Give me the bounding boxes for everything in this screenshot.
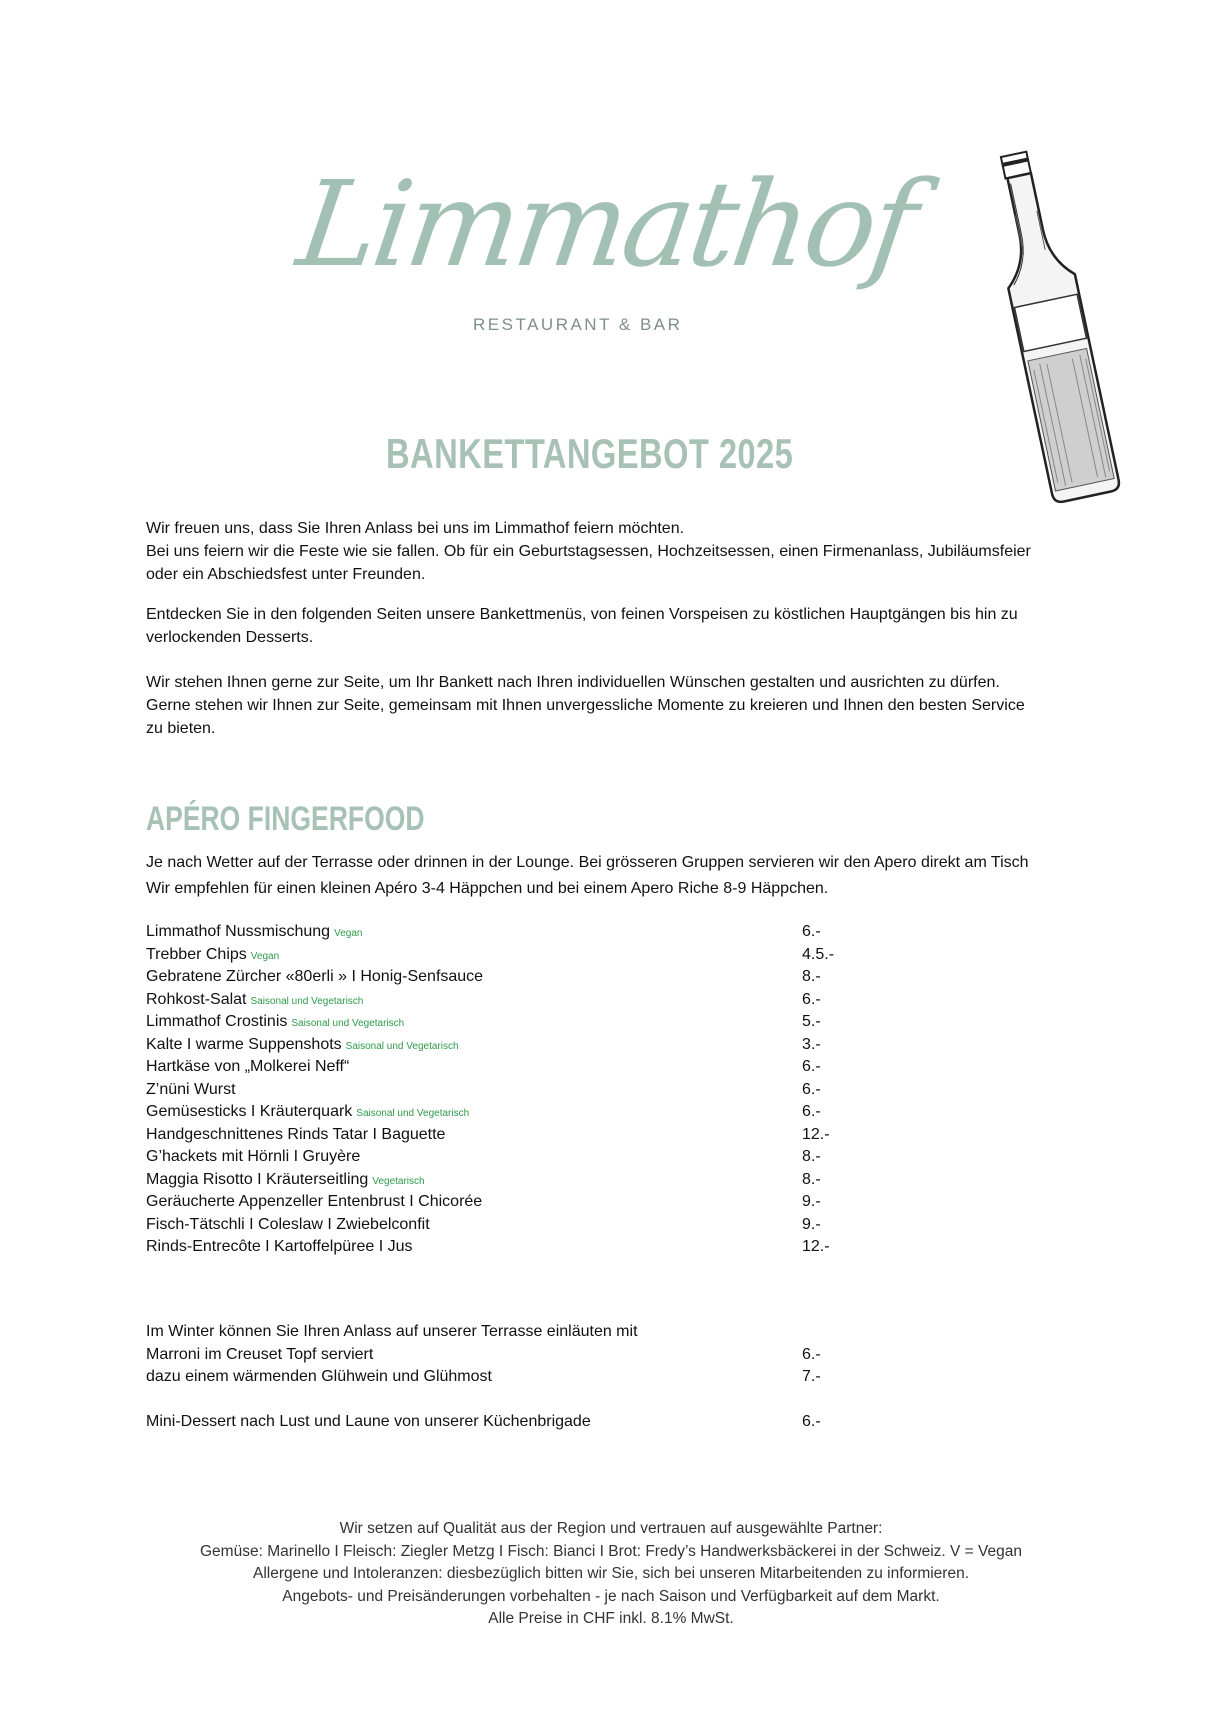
footer-line: Wir setzen auf Qualität aus der Region und vertrauen auf ausgewählte Partner: [339,1520,883,1537]
menu-list [146,921,846,1259]
menu-item-name [146,944,279,969]
menu-item-name [146,1191,482,1214]
menu-item-label: G’hackets mit Hörnli I Gruyère [146,1148,361,1165]
menu-item-name: dazu einem wärmenden Glühwein und Glühmost [146,1368,492,1385]
menu-item-label: Hartkäse von „Molkerei Neff“ [146,1058,350,1075]
menu-item-name [146,1236,413,1259]
menu-item-price: 8.- [802,1148,821,1165]
menu-item [146,921,846,944]
intro-line: verlockenden Desserts. [146,629,314,646]
menu-item-label: Limmathof Crostinis [146,1013,288,1030]
menu-item-price: 4.5.- [802,945,835,963]
menu-item-price: 8.- [802,1170,821,1188]
menu-item [146,989,846,1012]
menu-item-label: Rinds-Entrecôte I Kartoffelpüree I Jus [146,1238,413,1255]
menu-item-name [146,1214,430,1237]
menu-item [146,1191,846,1214]
menu-item-price: 5.- [802,1013,821,1030]
intro-paragraph-3 [146,671,1086,740]
menu-item [146,1124,846,1147]
section-desc-line: Wir empfehlen für einen kleinen Apéro 3-4 Häppchen und bei einem Apero Riche 8-9 Häppchen. [146,880,829,897]
menu-item-name [146,1011,404,1036]
menu-item-name: Marroni im Creuset Topf serviert [146,1345,374,1363]
intro-line: Gerne stehen wir Ihnen zur Seite, gemeinsam mit Ihnen unvergessliche Momente zu kreieren und Ihnen den besten Service [146,697,1025,714]
menu-item-label: Gebratene Zürcher «80erli » I Honig-Senfsauce [146,968,484,985]
menu-item-name [146,1169,425,1194]
menu-item-label: Gemüsesticks I Kräuterquark [146,1103,353,1120]
menu-item [146,1011,846,1034]
menu-item-price: 6.- [802,1103,821,1120]
intro-line: Bei uns feiern wir die Feste wie sie fallen. Ob für ein Geburtstagsessen, Hochzeitsessen, einen Firmenanlass, Jubiläumsfeier [146,543,1031,560]
menu-item-price: 3.- [802,1035,821,1053]
section-description [146,850,1086,902]
menu-item [146,1146,846,1169]
menu-item [146,1169,846,1192]
diet-tag: Saisonal und Vegetarisch [356,1108,470,1119]
menu-item-label: Handgeschnittenes Rinds Tatar I Baguette [146,1125,446,1143]
menu-item-name [146,966,483,989]
footer-notes [0,1518,1222,1631]
menu-item [146,1214,846,1237]
section-title: APÉRO FINGERFOOD [146,800,425,838]
wine-bottle-icon [978,150,1128,510]
intro-line: oder ein Abschiedsfest unter Freunden. [146,566,426,583]
menu-item-name: Mini-Dessert nach Lust und Laune von unserer Küchenbrigade [146,1413,591,1430]
menu-item [146,1056,846,1079]
logo-subtitle: RESTAURANT & BAR [473,315,683,334]
menu-item-name [146,1124,445,1147]
intro-line: Entdecken Sie in den folgenden Seiten unsere Bankettmenüs, von feinen Vorspeisen zu köstlichen Hauptgängen bis hin zu [146,606,1018,623]
footer-line: Allergene und Intoleranzen: diesbezüglich bitten wir Sie, sich bei unseren Mitarbeitenden zu informieren. [253,1565,969,1582]
diet-tag: Vegan [250,950,280,962]
menu-item [146,1411,846,1434]
menu-item-name [146,989,363,1014]
menu-item-price: 7.- [802,1368,821,1385]
menu-item-name [146,1101,469,1126]
menu-item-label: Z’nüni Wurst [146,1080,236,1098]
menu-item-name [146,921,362,946]
menu-item-label: Fisch-Tätschli I Coleslaw I Zwiebelconfit [146,1215,430,1233]
page-title: BANKETTANGEBOT 2025 [386,430,794,477]
menu-item [146,1344,846,1367]
menu-item-label: Limmathof Nussmischung [146,923,331,940]
diet-tag: Vegan [334,928,363,939]
footer-line: Alle Preise in CHF inkl. 8.1% MwSt. [488,1610,734,1627]
menu-item-label: Kalte I warme Suppenshots [146,1035,342,1053]
winter-intro: Im Winter können Sie Ihren Anlass auf unserer Terrasse einläuten mit [146,1323,638,1340]
menu-item [146,1079,846,1102]
menu-item-name [146,1034,459,1059]
menu-item-price: 6.- [802,1058,821,1075]
intro-paragraph-2 [146,603,1086,649]
menu-item [146,966,846,989]
menu-item-price: 6.- [802,990,821,1008]
intro-line: Wir freuen uns, dass Sie Ihren Anlass bei uns im Limmathof feiern möchten. [146,520,685,537]
menu-item-price: 6.- [802,923,821,940]
menu-item-label: Geräucherte Appenzeller Entenbrust I Chicorée [146,1193,483,1210]
menu-item-name [146,1079,236,1102]
menu-item [146,1034,846,1057]
winter-intro-row [146,1321,846,1344]
menu-item [146,944,846,967]
diet-tag: Saisonal und Vegetarisch [250,995,364,1007]
menu-item-price: 12.- [802,1125,830,1143]
diet-tag: Saisonal und Vegetarisch [345,1040,459,1052]
footer-line: Gemüse: Marinello I Fleisch: Ziegler Metzg I Fisch: Bianci I Brot: Fredy’s Handwerksbäckerei in der Schweiz. V = Vegan [200,1542,1022,1560]
logo-script: Limmathof [290,155,923,293]
menu-item [146,1236,846,1259]
menu-item-label: Maggia Risotto I Kräuterseitling [146,1170,369,1188]
menu-item-name [146,1146,360,1169]
intro-paragraph-1 [146,517,1086,586]
menu-item-label: Rohkost-Salat [146,990,247,1008]
menu-item [146,1366,846,1389]
menu-item-price: 9.- [802,1193,821,1210]
intro-line: Wir stehen Ihnen gerne zur Seite, um Ihr Bankett nach Ihren individuellen Wünschen gestalten und ausrichten zu dürfen. [146,674,1000,691]
menu-item-price: 12.- [802,1238,830,1255]
diet-tag: Vegetarisch [372,1175,425,1187]
restaurant-logo [290,145,923,360]
footer-line: Angebots- und Preisänderungen vorbehalten - je nach Saison und Verfügbarkeit auf dem Markt. [282,1587,940,1605]
menu-item-price: 6.- [802,1345,821,1363]
section-desc-line: Je nach Wetter auf der Terrasse oder drinnen in der Lounge. Bei grösseren Gruppen servieren wir den Apero direkt am Tisch [146,854,1029,871]
diet-tag: Saisonal und Vegetarisch [291,1018,405,1029]
menu-item-price: 6.- [802,1080,821,1098]
menu-item-price: 6.- [802,1413,821,1430]
menu-item-name [146,1056,349,1079]
intro-line: zu bieten. [146,720,216,737]
menu-item [146,1101,846,1124]
menu-item-price: 8.- [802,968,821,985]
menu-item-price: 9.- [802,1215,821,1233]
winter-section [146,1321,846,1434]
menu-item-label: Trebber Chips [146,945,247,963]
